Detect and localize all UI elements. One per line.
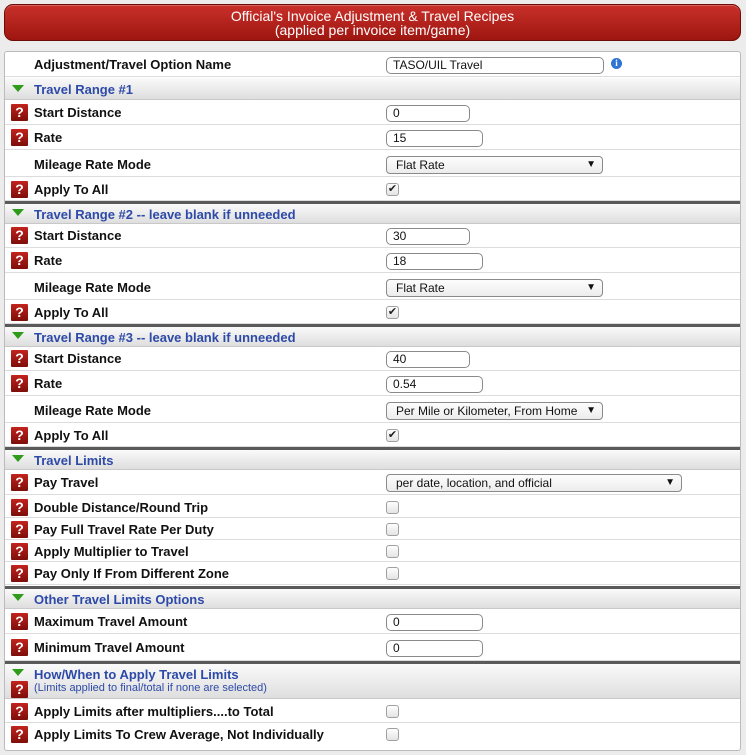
range3-mileage-mode-select[interactable] <box>386 402 603 420</box>
section-heading: Other Travel Limits Options <box>34 592 205 607</box>
section-apply-travel-limits[interactable] <box>5 661 740 699</box>
pay-travel-select[interactable] <box>386 474 682 492</box>
different-zone-row <box>5 562 740 585</box>
pay-travel-label: Pay Travel <box>34 475 99 490</box>
collapse-triangle-icon[interactable] <box>12 594 24 601</box>
min-travel-input[interactable]: 0 <box>386 640 483 657</box>
option-name-row <box>5 52 740 77</box>
collapse-triangle-icon[interactable] <box>12 455 24 462</box>
after-multipliers-row <box>5 700 740 723</box>
max-travel-label: Maximum Travel Amount <box>34 614 188 629</box>
rate-label: Rate <box>34 376 63 391</box>
crew-average-row <box>5 723 740 746</box>
crew-average-label: Apply Limits To Crew Average, Not Individually <box>34 727 324 742</box>
option-name-input[interactable]: TASO/UIL Travel <box>386 57 604 74</box>
multiplier-checkbox[interactable] <box>386 545 399 558</box>
section-heading: Travel Range #2 -- leave blank if unneeded <box>34 207 296 222</box>
chevron-down-icon: ▼ <box>665 477 675 488</box>
range1-mode-row <box>5 151 740 177</box>
full-rate-checkbox[interactable] <box>386 523 399 536</box>
collapse-triangle-icon[interactable] <box>12 669 24 676</box>
multiplier-label: Apply Multiplier to Travel <box>34 544 189 559</box>
range3-start-row <box>5 347 740 371</box>
help-icon[interactable]: ? <box>11 703 28 720</box>
range1-apply-row <box>5 178 740 201</box>
help-icon[interactable]: ? <box>11 304 28 321</box>
double-distance-row <box>5 496 740 518</box>
different-zone-checkbox[interactable] <box>386 567 399 580</box>
double-distance-label: Double Distance/Round Trip <box>34 500 209 515</box>
help-icon[interactable]: ? <box>11 350 28 367</box>
max-travel-input[interactable]: 0 <box>386 614 483 631</box>
pay-travel-row <box>5 470 740 495</box>
help-icon[interactable]: ? <box>11 521 28 538</box>
section-travel-range-3[interactable] <box>5 324 740 347</box>
help-icon[interactable]: ? <box>11 474 28 491</box>
rate-label: Rate <box>34 253 63 268</box>
select-value: Flat Rate <box>396 281 445 295</box>
chevron-down-icon: ▼ <box>586 159 596 170</box>
section-travel-range-1[interactable] <box>5 78 740 100</box>
range3-apply-to-all-checkbox[interactable]: ✔ <box>387 429 398 441</box>
apply-to-all-label: Apply To All <box>34 428 109 443</box>
help-icon[interactable]: ? <box>11 227 28 244</box>
select-value: per date, location, and official <box>396 476 552 490</box>
section-heading: How/When to Apply Travel Limits <box>34 667 239 682</box>
rate-label: Rate <box>34 130 63 145</box>
option-name-label: Adjustment/Travel Option Name <box>34 57 232 72</box>
crew-average-checkbox[interactable] <box>386 728 399 741</box>
range2-mileage-mode-select[interactable] <box>386 279 603 297</box>
range2-apply-to-all-checkbox[interactable]: ✔ <box>387 306 398 318</box>
chevron-down-icon: ▼ <box>586 405 596 416</box>
mileage-rate-mode-label: Mileage Rate Mode <box>34 157 152 172</box>
range2-rate-input[interactable]: 18 <box>386 253 483 270</box>
help-icon[interactable]: ? <box>11 252 28 269</box>
after-multipliers-checkbox[interactable] <box>386 705 399 718</box>
section-heading: Travel Range #1 <box>34 82 133 97</box>
page-subtitle: (applied per invoice item/game) <box>274 22 471 38</box>
start-distance-label: Start Distance <box>34 228 122 243</box>
section-heading: Travel Limits <box>34 453 114 468</box>
double-distance-checkbox[interactable] <box>386 501 399 514</box>
range2-mode-row <box>5 274 740 300</box>
section-travel-limits[interactable] <box>5 447 740 470</box>
chevron-down-icon: ▼ <box>586 282 596 293</box>
help-icon[interactable]: ? <box>11 613 28 630</box>
full-rate-row <box>5 518 740 540</box>
help-icon[interactable]: ? <box>11 427 28 444</box>
range3-apply-row <box>5 424 740 447</box>
help-icon[interactable]: ? <box>11 375 28 392</box>
different-zone-label: Pay Only If From Different Zone <box>34 566 230 581</box>
range3-rate-input[interactable]: 0.54 <box>386 376 483 393</box>
page-title: Official's Invoice Adjustment & Travel Recipes <box>230 8 515 24</box>
start-distance-label: Start Distance <box>34 105 122 120</box>
travel-options-panel <box>4 51 741 751</box>
help-icon[interactable]: ? <box>11 499 28 516</box>
after-multipliers-label: Apply Limits after multipliers....to Total <box>34 704 274 719</box>
section-heading: Travel Range #3 -- leave blank if unneeded <box>34 330 296 345</box>
page-title-bar <box>4 4 741 41</box>
info-icon[interactable]: i <box>611 58 622 69</box>
collapse-triangle-icon[interactable] <box>12 332 24 339</box>
help-icon[interactable]: ? <box>11 181 28 198</box>
range1-start-distance-input[interactable]: 0 <box>386 105 470 122</box>
multiplier-row <box>5 540 740 562</box>
range2-start-distance-input[interactable]: 30 <box>386 228 470 245</box>
help-icon[interactable]: ? <box>11 639 28 656</box>
section-travel-range-2[interactable] <box>5 201 740 224</box>
range1-rate-row <box>5 126 740 150</box>
section-other-travel-limits[interactable] <box>5 586 740 609</box>
range2-start-row <box>5 224 740 248</box>
help-icon[interactable]: ? <box>11 129 28 146</box>
max-travel-row <box>5 609 740 634</box>
range3-rate-row <box>5 372 740 396</box>
range2-rate-row <box>5 249 740 273</box>
range1-rate-input[interactable]: 15 <box>386 130 483 147</box>
range2-apply-row <box>5 301 740 324</box>
range3-mode-row <box>5 397 740 423</box>
min-travel-row <box>5 635 740 661</box>
range3-start-distance-input[interactable]: 40 <box>386 351 470 368</box>
help-icon[interactable]: ? <box>11 565 28 582</box>
start-distance-label: Start Distance <box>34 351 122 366</box>
range1-start-row <box>5 101 740 125</box>
collapse-triangle-icon[interactable] <box>12 209 24 216</box>
full-rate-label: Pay Full Travel Rate Per Duty <box>34 522 214 537</box>
min-travel-label: Minimum Travel Amount <box>34 640 185 655</box>
range1-mileage-mode-select[interactable] <box>386 156 603 174</box>
mileage-rate-mode-label: Mileage Rate Mode <box>34 403 152 418</box>
section-subheading: (Limits applied to final/total if none are selected) <box>34 682 267 694</box>
collapse-triangle-icon[interactable] <box>12 85 24 92</box>
range1-apply-to-all-checkbox[interactable]: ✔ <box>387 183 398 195</box>
apply-to-all-label: Apply To All <box>34 182 109 197</box>
help-icon[interactable]: ? <box>11 681 28 698</box>
apply-to-all-label: Apply To All <box>34 305 109 320</box>
select-value: Flat Rate <box>396 158 445 172</box>
help-icon[interactable]: ? <box>11 726 28 743</box>
help-icon[interactable]: ? <box>11 543 28 560</box>
select-value: Per Mile or Kilometer, From Home <box>396 404 578 418</box>
help-icon[interactable]: ? <box>11 104 28 121</box>
mileage-rate-mode-label: Mileage Rate Mode <box>34 280 152 295</box>
